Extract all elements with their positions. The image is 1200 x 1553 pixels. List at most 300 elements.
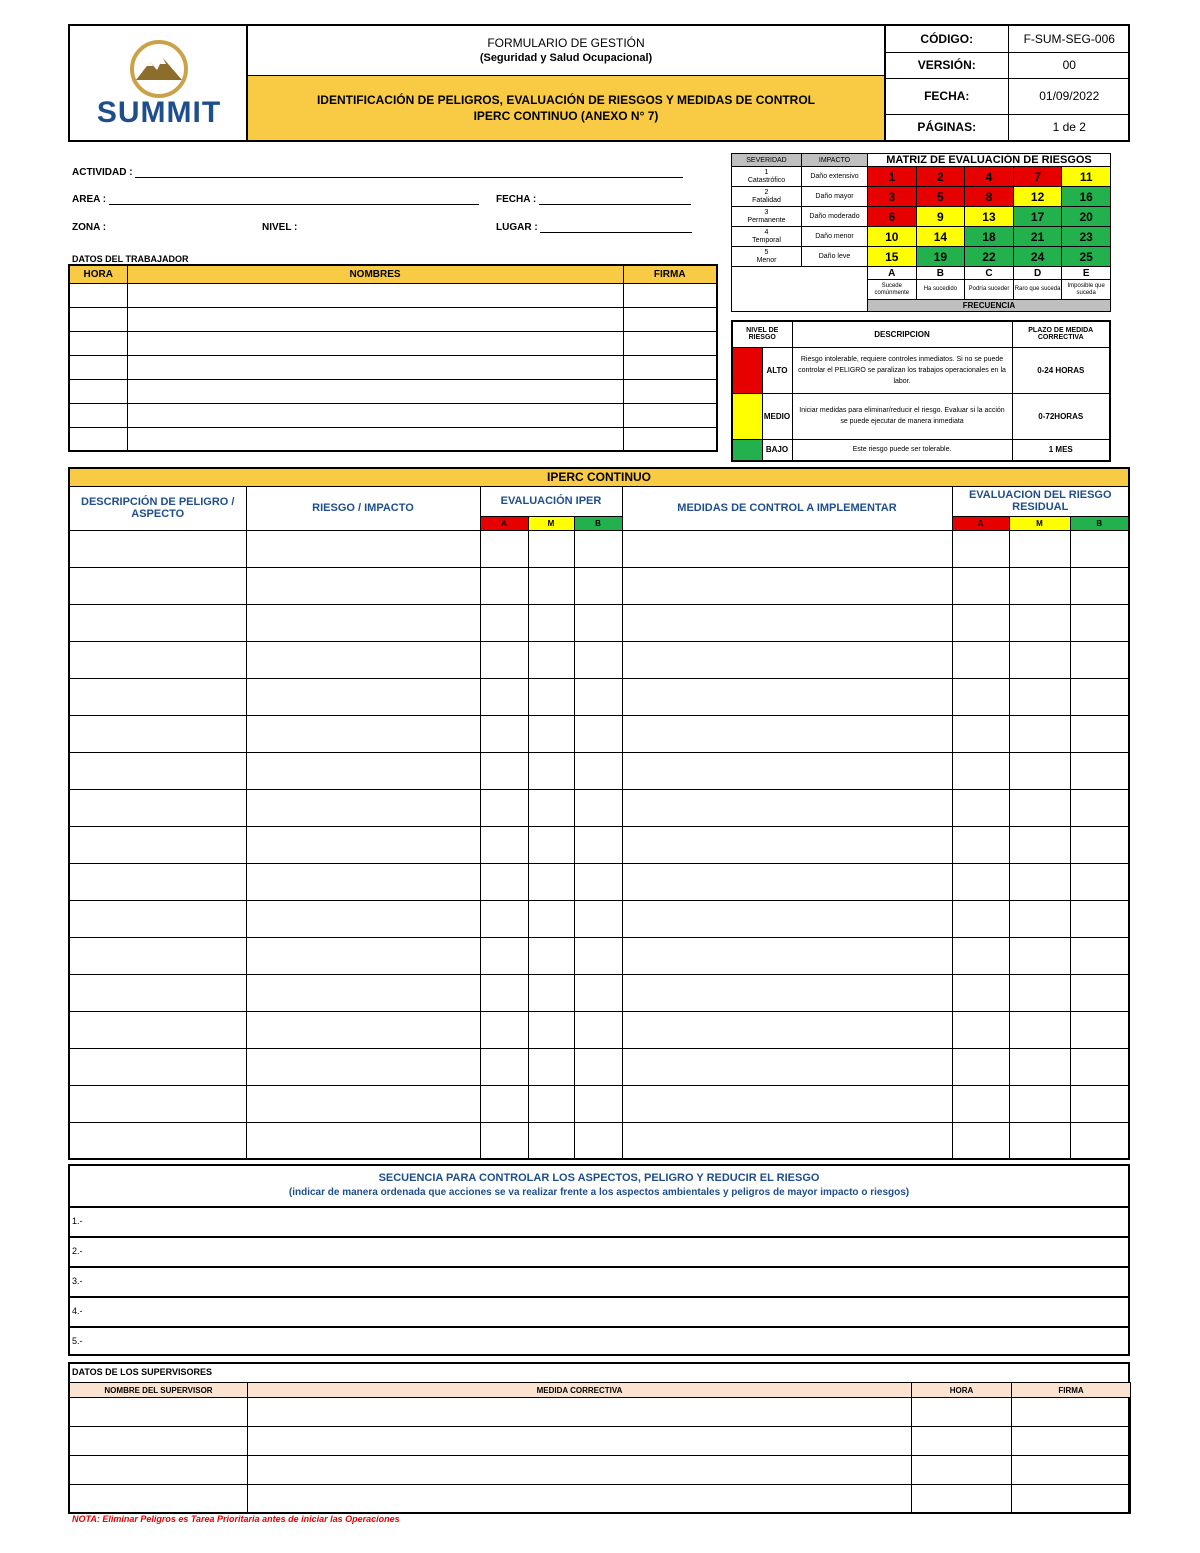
matrix-value-cell: 25 (1062, 247, 1111, 267)
lugar-label: LUGAR : (496, 222, 538, 233)
iperc-cell[interactable] (622, 789, 952, 826)
level-name: ALTO (762, 347, 792, 393)
iperc-cell[interactable] (69, 715, 246, 752)
iperc-cell[interactable] (480, 715, 528, 752)
freq-label: FRECUENCIA (868, 300, 1111, 312)
iperc-cell[interactable] (1009, 937, 1070, 974)
iperc-cell[interactable] (1009, 752, 1070, 789)
iperc-cell[interactable] (952, 937, 1009, 974)
iperc-cell[interactable] (1009, 863, 1070, 900)
supervisor-cell[interactable] (912, 1427, 1012, 1456)
iperc-cell[interactable] (574, 678, 622, 715)
iperc-cell[interactable] (622, 530, 952, 567)
iperc-cell[interactable] (69, 900, 246, 937)
worker-cell[interactable] (623, 331, 717, 355)
meta-label: VERSIÓN: (886, 52, 1008, 78)
supervisor-cell[interactable] (70, 1398, 248, 1427)
iperc-cell[interactable] (246, 1122, 480, 1159)
iperc-cell[interactable] (1009, 1011, 1070, 1048)
iperc-cell[interactable] (574, 937, 622, 974)
iperc-cell[interactable] (574, 752, 622, 789)
iperc-cell[interactable] (574, 1048, 622, 1085)
iperc-cell[interactable] (69, 530, 246, 567)
worker-cell[interactable] (69, 355, 127, 379)
iperc-cell[interactable] (1070, 604, 1129, 641)
iperc-row (69, 678, 1129, 715)
iperc-cell[interactable] (69, 1122, 246, 1159)
fecha-field[interactable] (496, 194, 691, 205)
iperc-cell[interactable] (574, 1122, 622, 1159)
matrix-value-cell: 14 (916, 227, 965, 247)
iperc-cell[interactable] (528, 641, 574, 678)
iperc-row (69, 715, 1129, 752)
iperc-cell[interactable] (1009, 604, 1070, 641)
iperc-cell[interactable] (480, 900, 528, 937)
iperc-cell[interactable] (480, 974, 528, 1011)
doc-title-1: IDENTIFICACIÓN DE PELIGROS, EVALUACIÓN DE RIESGOS Y MEDIDAS DE CONTROL (316, 93, 816, 107)
iperc-cell[interactable] (622, 604, 952, 641)
iperc-cell[interactable] (952, 641, 1009, 678)
iperc-cell[interactable] (69, 678, 246, 715)
supervisor-cell[interactable] (248, 1485, 912, 1514)
worker-cell[interactable] (127, 331, 623, 355)
iperc-cell[interactable] (622, 900, 952, 937)
iperc-cell[interactable] (246, 900, 480, 937)
iperc-cell[interactable] (480, 604, 528, 641)
iperc-cell[interactable] (1009, 530, 1070, 567)
supervisor-cell[interactable] (912, 1456, 1012, 1485)
iperc-cell[interactable] (69, 863, 246, 900)
worker-cell[interactable] (69, 403, 127, 427)
iperc-cell[interactable] (528, 863, 574, 900)
secuencia-block (68, 1164, 1130, 1356)
matrix-value-cell: 15 (868, 247, 917, 267)
fecha-line[interactable] (539, 194, 691, 205)
iperc-cell[interactable] (622, 678, 952, 715)
iperc-cell[interactable] (952, 863, 1009, 900)
iperc-cell[interactable] (528, 567, 574, 604)
matrix-value-cell: 1 (868, 167, 917, 187)
secuencia-number: 5.- (72, 1336, 83, 1346)
worker-cell[interactable] (623, 379, 717, 403)
freq-desc: Imposible que suceda (1062, 280, 1111, 300)
iperc-cell[interactable] (69, 937, 246, 974)
worker-cell[interactable] (127, 283, 623, 307)
iperc-row (69, 567, 1129, 604)
iperc-cell[interactable] (480, 826, 528, 863)
iperc-cell[interactable] (1009, 1048, 1070, 1085)
iperc-cell[interactable] (952, 752, 1009, 789)
risk-levels-table (731, 320, 1111, 462)
supervisor-cell[interactable] (912, 1398, 1012, 1427)
iperc-row (69, 974, 1129, 1011)
worker-cell[interactable] (127, 403, 623, 427)
iperc-row (69, 752, 1129, 789)
iperc-cell[interactable] (1009, 826, 1070, 863)
freq-letter: C (965, 267, 1014, 280)
matrix-impact: Daño moderado (802, 207, 868, 227)
iperc-row (69, 937, 1129, 974)
iperc-cell[interactable] (952, 715, 1009, 752)
iperc-cell[interactable] (69, 974, 246, 1011)
matrix-severity (732, 187, 802, 207)
iperc-cell[interactable] (1070, 974, 1129, 1011)
supervisores-block (68, 1362, 1130, 1514)
iperc-cell[interactable] (1070, 826, 1129, 863)
supervisor-cell[interactable] (248, 1427, 912, 1456)
iperc-cell[interactable] (622, 567, 952, 604)
severity-label: Temporal (752, 236, 781, 244)
iperc-cell[interactable] (480, 1122, 528, 1159)
residual-a: A (952, 516, 1009, 530)
level-row (732, 393, 1110, 439)
iperc-cell[interactable] (480, 567, 528, 604)
iperc-cell[interactable] (1070, 863, 1129, 900)
iperc-cell[interactable] (69, 567, 246, 604)
iperc-cell[interactable] (69, 1048, 246, 1085)
iperc-cell[interactable] (1070, 900, 1129, 937)
iperc-cell[interactable] (622, 1048, 952, 1085)
iperc-cell[interactable] (622, 752, 952, 789)
iperc-cell[interactable] (622, 974, 952, 1011)
iperc-cell[interactable] (528, 974, 574, 1011)
area-label: AREA : (72, 194, 107, 205)
matrix-value-cell: 8 (965, 187, 1014, 207)
worker-row (69, 403, 717, 427)
supervisor-cell[interactable] (70, 1456, 248, 1485)
matrix-value-cell: 6 (868, 207, 917, 227)
worker-cell[interactable] (623, 307, 717, 331)
matrix-value-cell: 20 (1062, 207, 1111, 227)
worker-table (68, 264, 718, 452)
eval-m: M (528, 516, 574, 530)
iperc-cell[interactable] (480, 641, 528, 678)
iperc-cell[interactable] (246, 826, 480, 863)
secuencia-number: 1.- (72, 1216, 83, 1226)
iperc-header-medidas: MEDIDAS DE CONTROL A IMPLEMENTAR (622, 486, 952, 530)
matrix-value-cell: 3 (868, 187, 917, 207)
iperc-cell[interactable] (480, 752, 528, 789)
matrix-empty (732, 267, 868, 312)
level-plazo: 0-72HORAS (1012, 393, 1110, 439)
supervisores-title: DATOS DE LOS SUPERVISORES (72, 1367, 213, 1377)
iperc-cell[interactable] (622, 1122, 952, 1159)
iperc-cell[interactable] (574, 604, 622, 641)
freq-desc: Raro que suceda (1013, 280, 1062, 300)
iperc-cell[interactable] (952, 826, 1009, 863)
iperc-cell[interactable] (480, 937, 528, 974)
matrix-value-cell: 2 (916, 167, 965, 187)
iperc-cell[interactable] (480, 678, 528, 715)
freq-desc: Ha sucedido (916, 280, 965, 300)
iperc-cell[interactable] (69, 1011, 246, 1048)
iperc-cell[interactable] (952, 530, 1009, 567)
iperc-cell[interactable] (528, 715, 574, 752)
iperc-cell[interactable] (1070, 1011, 1129, 1048)
iperc-cell[interactable] (246, 641, 480, 678)
iperc-cell[interactable] (952, 678, 1009, 715)
logo-cell (70, 26, 248, 140)
iperc-cell[interactable] (528, 1011, 574, 1048)
iperc-cell[interactable] (622, 1011, 952, 1048)
freq-letter: E (1062, 267, 1111, 280)
level-row (732, 347, 1110, 393)
iperc-cell[interactable] (528, 678, 574, 715)
supervisor-cell[interactable] (70, 1485, 248, 1514)
secuencia-line[interactable] (70, 1266, 1128, 1296)
worker-cell[interactable] (623, 403, 717, 427)
levels-header-plazo: PLAZO DE MEDIDA CORRECTIVA (1012, 321, 1110, 347)
iperc-cell[interactable] (246, 604, 480, 641)
iperc-cell[interactable] (69, 789, 246, 826)
header-block (68, 24, 1130, 142)
level-name: MEDIO (762, 393, 792, 439)
iperc-cell[interactable] (246, 937, 480, 974)
sup-header-medida: MEDIDA CORRECTIVA (248, 1383, 912, 1398)
lugar-field[interactable] (496, 222, 692, 233)
level-color-swatch (732, 393, 762, 439)
worker-cell[interactable] (127, 427, 623, 451)
iperc-cell[interactable] (528, 937, 574, 974)
iperc-cell[interactable] (480, 1048, 528, 1085)
iperc-cell[interactable] (1009, 900, 1070, 937)
nivel-label: NIVEL : (262, 222, 298, 233)
freq-desc: Sucede comúnmente (868, 280, 917, 300)
area-field[interactable] (72, 194, 479, 205)
actividad-line[interactable] (135, 167, 683, 178)
freq-desc: Podría suceder (965, 280, 1014, 300)
fecha-label: FECHA : (496, 194, 537, 205)
iperc-cell[interactable] (246, 678, 480, 715)
iperc-cell[interactable] (952, 789, 1009, 826)
actividad-label: ACTIVIDAD : (72, 167, 133, 178)
worker-header-hora: HORA (69, 265, 127, 283)
secuencia-number: 2.- (72, 1246, 83, 1256)
iperc-cell[interactable] (1070, 1048, 1129, 1085)
iperc-cell[interactable] (246, 1011, 480, 1048)
matrix-severity (732, 207, 802, 227)
iperc-cell[interactable] (574, 863, 622, 900)
iperc-cell[interactable] (574, 530, 622, 567)
iperc-cell[interactable] (1070, 752, 1129, 789)
supervisor-cell[interactable] (912, 1485, 1012, 1514)
iperc-row (69, 900, 1129, 937)
iperc-cell[interactable] (1070, 1085, 1129, 1122)
iperc-cell[interactable] (1070, 530, 1129, 567)
iperc-cell[interactable] (952, 1048, 1009, 1085)
iperc-cell[interactable] (246, 1085, 480, 1122)
iperc-cell[interactable] (246, 863, 480, 900)
supervisor-cell[interactable] (1012, 1456, 1131, 1485)
iperc-cell[interactable] (952, 974, 1009, 1011)
secuencia-line[interactable] (70, 1326, 1128, 1356)
iperc-row (69, 826, 1129, 863)
form-title-cell (248, 26, 886, 76)
matrix-impact: Daño mayor (802, 187, 868, 207)
iperc-cell[interactable] (952, 567, 1009, 604)
worker-row (69, 331, 717, 355)
matrix-value-cell: 23 (1062, 227, 1111, 247)
actividad-field[interactable] (72, 167, 683, 178)
secuencia-line[interactable] (70, 1206, 1128, 1236)
worker-cell[interactable] (127, 379, 623, 403)
worker-cell[interactable] (623, 283, 717, 307)
area-line[interactable] (109, 194, 479, 205)
iperc-cell[interactable] (1009, 974, 1070, 1011)
iperc-cell[interactable] (528, 900, 574, 937)
iperc-cell[interactable] (528, 1122, 574, 1159)
worker-cell[interactable] (69, 379, 127, 403)
iperc-row (69, 1048, 1129, 1085)
datos-trabajador-label: DATOS DEL TRABAJADOR (72, 254, 189, 264)
iperc-cell[interactable] (1009, 641, 1070, 678)
iperc-cell[interactable] (528, 826, 574, 863)
iperc-cell[interactable] (480, 863, 528, 900)
matrix-value-cell: 22 (965, 247, 1014, 267)
iperc-cell[interactable] (69, 752, 246, 789)
iperc-cell[interactable] (952, 1085, 1009, 1122)
iperc-row (69, 1085, 1129, 1122)
iperc-cell[interactable] (1009, 715, 1070, 752)
matrix-value-cell: 13 (965, 207, 1014, 227)
iperc-cell[interactable] (480, 1011, 528, 1048)
iperc-cell[interactable] (574, 826, 622, 863)
iperc-cell[interactable] (528, 604, 574, 641)
iperc-cell[interactable] (246, 567, 480, 604)
iperc-cell[interactable] (622, 937, 952, 974)
doc-meta-table (886, 26, 1130, 140)
lugar-line[interactable] (540, 222, 692, 233)
iperc-cell[interactable] (952, 604, 1009, 641)
iperc-cell[interactable] (1009, 789, 1070, 826)
worker-cell[interactable] (127, 307, 623, 331)
iperc-cell[interactable] (246, 530, 480, 567)
iperc-cell[interactable] (480, 530, 528, 567)
supervisor-cell[interactable] (248, 1456, 912, 1485)
worker-cell[interactable] (623, 427, 717, 451)
supervisor-cell[interactable] (1012, 1398, 1131, 1427)
iperc-cell[interactable] (528, 1085, 574, 1122)
iperc-cell[interactable] (69, 604, 246, 641)
iperc-cell[interactable] (574, 641, 622, 678)
secuencia-line[interactable] (70, 1236, 1128, 1266)
matrix-row (732, 167, 1111, 187)
supervisores-table (69, 1382, 1131, 1514)
iperc-cell[interactable] (1070, 715, 1129, 752)
company-name: SUMMIT (96, 96, 222, 129)
iperc-cell[interactable] (528, 530, 574, 567)
secuencia-subtitle: (indicar de manera ordenada que acciones se va realizar frente a los aspectos ambientales y peligros de mayor impacto o riesgos) (288, 1187, 910, 1198)
iperc-cell[interactable] (528, 789, 574, 826)
iperc-cell[interactable] (952, 900, 1009, 937)
iperc-cell[interactable] (622, 863, 952, 900)
iperc-cell[interactable] (574, 1085, 622, 1122)
iperc-cell[interactable] (246, 1048, 480, 1085)
iperc-cell[interactable] (480, 1085, 528, 1122)
matrix-row (732, 247, 1111, 267)
supervisor-cell[interactable] (248, 1398, 912, 1427)
supervisor-cell[interactable] (70, 1427, 248, 1456)
iperc-cell[interactable] (1070, 567, 1129, 604)
secuencia-line[interactable] (70, 1296, 1128, 1326)
sup-header-firma: FIRMA (1012, 1383, 1131, 1398)
matrix-value-cell: 24 (1013, 247, 1062, 267)
severity-num: 4 (764, 228, 769, 236)
iperc-cell[interactable] (952, 1011, 1009, 1048)
iperc-cell[interactable] (622, 1085, 952, 1122)
matrix-value-cell: 18 (965, 227, 1014, 247)
severity-num: 1 (764, 168, 769, 176)
severity-num: 5 (764, 248, 769, 256)
iperc-cell[interactable] (480, 789, 528, 826)
matrix-impact: Daño leve (802, 247, 868, 267)
supervisor-cell[interactable] (1012, 1485, 1131, 1514)
iperc-cell[interactable] (1070, 937, 1129, 974)
iperc-cell[interactable] (528, 752, 574, 789)
iperc-cell[interactable] (69, 641, 246, 678)
iperc-cell[interactable] (1009, 678, 1070, 715)
iperc-cell[interactable] (528, 1048, 574, 1085)
severity-num: 2 (764, 188, 769, 196)
matrix-header-impacto: IMPACTO (802, 154, 868, 167)
iperc-cell[interactable] (574, 567, 622, 604)
iperc-cell[interactable] (1009, 567, 1070, 604)
supervisor-row (70, 1456, 1131, 1485)
worker-cell[interactable] (69, 427, 127, 451)
iperc-row (69, 641, 1129, 678)
iperc-cell[interactable] (1009, 1122, 1070, 1159)
iperc-header-residual: EVALUACION DEL RIESGO RESIDUAL (952, 486, 1129, 516)
worker-cell[interactable] (69, 307, 127, 331)
supervisor-row (70, 1485, 1131, 1514)
iperc-cell[interactable] (246, 752, 480, 789)
worker-cell[interactable] (623, 355, 717, 379)
nota-text: NOTA: Eliminar Peligros es Tarea Prioritaria antes de iniciar las Operaciones (72, 1514, 400, 1524)
worker-cell[interactable] (69, 331, 127, 355)
iperc-cell[interactable] (246, 715, 480, 752)
iperc-cell[interactable] (1070, 1122, 1129, 1159)
iperc-cell[interactable] (622, 826, 952, 863)
iperc-cell[interactable] (622, 715, 952, 752)
iperc-cell[interactable] (246, 789, 480, 826)
iperc-cell[interactable] (622, 641, 952, 678)
sup-header-nombre: NOMBRE DEL SUPERVISOR (70, 1383, 248, 1398)
worker-cell[interactable] (127, 355, 623, 379)
iperc-cell[interactable] (1070, 678, 1129, 715)
iperc-cell[interactable] (1070, 641, 1129, 678)
iperc-cell[interactable] (1070, 789, 1129, 826)
iperc-cell[interactable] (69, 1085, 246, 1122)
iperc-cell[interactable] (574, 900, 622, 937)
freq-letter: B (916, 267, 965, 280)
severity-label: Menor (756, 256, 777, 264)
iperc-cell[interactable] (574, 974, 622, 1011)
iperc-cell[interactable] (574, 1011, 622, 1048)
matrix-value-cell: 4 (965, 167, 1014, 187)
mountain-logo-icon (130, 40, 188, 98)
iperc-cell[interactable] (952, 1122, 1009, 1159)
worker-cell[interactable] (69, 283, 127, 307)
iperc-cell[interactable] (574, 789, 622, 826)
matrix-value-cell: 10 (868, 227, 917, 247)
iperc-cell[interactable] (1009, 1085, 1070, 1122)
level-color-swatch (732, 439, 762, 461)
iperc-cell[interactable] (246, 974, 480, 1011)
severity-num: 3 (764, 208, 769, 216)
supervisor-cell[interactable] (1012, 1427, 1131, 1456)
iperc-cell[interactable] (69, 826, 246, 863)
iperc-cell[interactable] (574, 715, 622, 752)
